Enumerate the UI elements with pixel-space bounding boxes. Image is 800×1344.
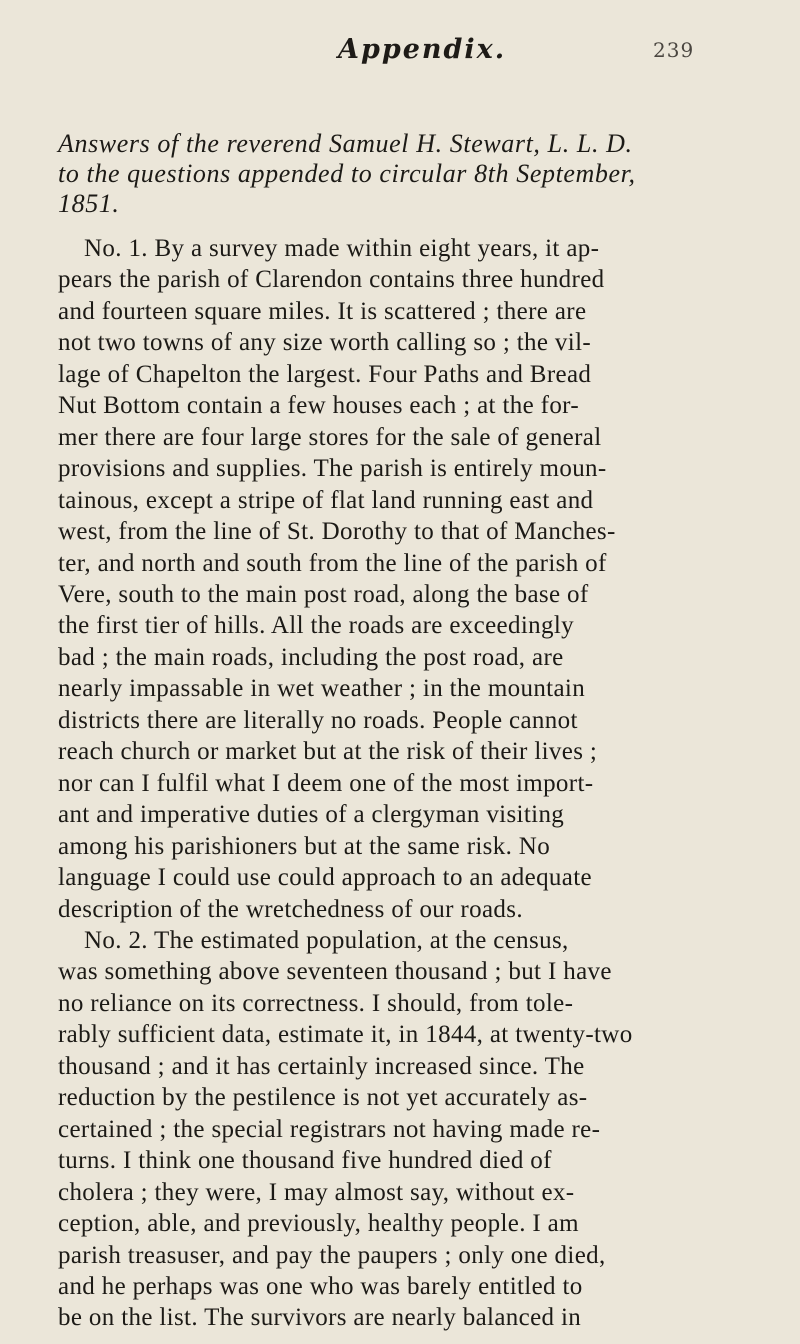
body-line: rably sufficient data, estimate it, in 1844, at twenty-two	[58, 1021, 633, 1049]
caption-line: Answers of the reverend Samuel H. Stewart, L. L. D.	[58, 129, 633, 158]
body-line: reduction by the pestilence is not yet accurately as-	[58, 1084, 588, 1112]
body-line: bad ; the main roads, including the post road, are	[58, 643, 564, 671]
body-line: not two towns of any size worth calling so ; the vil-	[58, 329, 592, 357]
body-line: Vere, south to the main post road, along the base of	[58, 580, 589, 608]
body-line: nor can I fulfil what I deem one of the most import-	[58, 769, 594, 797]
body-line: tainous, except a stripe of flat land running east and	[58, 486, 594, 514]
body-line: ter, and north and south from the line of the parish of	[58, 549, 607, 577]
body-line: provisions and supplies. The parish is entirely moun-	[58, 455, 607, 483]
body-line: nearly impassable in wet weather ; in the mountain	[58, 675, 586, 703]
body-line: turns. I think one thousand five hundred died of	[58, 1147, 552, 1175]
caption-line: to the questions appended to circular 8th September,	[58, 159, 636, 188]
body-line: and he perhaps was one who was barely entitled to	[58, 1272, 583, 1300]
body-line: certained ; the special registrars not having made re-	[58, 1115, 601, 1143]
body-line: districts there are literally no roads. People cannot	[58, 706, 578, 734]
body-text	[58, 233, 726, 1334]
body-line: pears the parish of Clarendon contains three hundred	[58, 266, 605, 294]
body-line: ception, able, and previously, healthy people. I am	[58, 1210, 579, 1238]
body-line: no reliance on its correctness. I should, from tole-	[58, 989, 574, 1017]
body-line: be on the list. The survivors are nearly balanced in	[58, 1304, 582, 1332]
body-line: the first tier of hills. All the roads are exceedingly	[58, 612, 574, 640]
body-line: mer there are four large stores for the sale of general	[58, 423, 602, 451]
running-head	[0, 34, 800, 84]
body-line: was something above seventeen thousand ; but I have	[58, 958, 612, 986]
body-line: description of the wretchedness of our roads.	[58, 895, 523, 923]
body-line: reach church or market but at the risk of their lives ;	[58, 738, 598, 766]
body-line: language I could use could approach to an adequate	[58, 864, 592, 892]
body-line: among his parishioners but at the same risk. No	[58, 832, 551, 860]
body-line: and fourteen square miles. It is scattered ; there are	[58, 297, 587, 325]
body-line: ant and imperative duties of a clergyman visiting	[58, 801, 565, 829]
body-line: thousand ; and it has certainly increased since. The	[58, 1052, 585, 1080]
section-caption	[58, 129, 726, 219]
text-block	[58, 129, 726, 1334]
body-line: No. 2. The estimated population, at the census,	[84, 926, 569, 954]
body-line: cholera ; they were, I may almost say, without ex-	[58, 1178, 575, 1206]
body-line: No. 1. By a survey made within eight years, it ap-	[84, 235, 600, 262]
running-head-title: Appendix.	[338, 34, 507, 65]
page-number: 239	[653, 38, 695, 62]
caption-line: 1851.	[58, 189, 120, 218]
body-line: parish treasuser, and pay the paupers ; only one died,	[58, 1241, 606, 1269]
body-line: west, from the line of St. Dorothy to that of Manches-	[58, 518, 616, 546]
body-line: lage of Chapelton the largest. Four Paths and Bread	[58, 360, 592, 388]
body-line: Nut Bottom contain a few houses each ; at the for-	[58, 392, 580, 420]
